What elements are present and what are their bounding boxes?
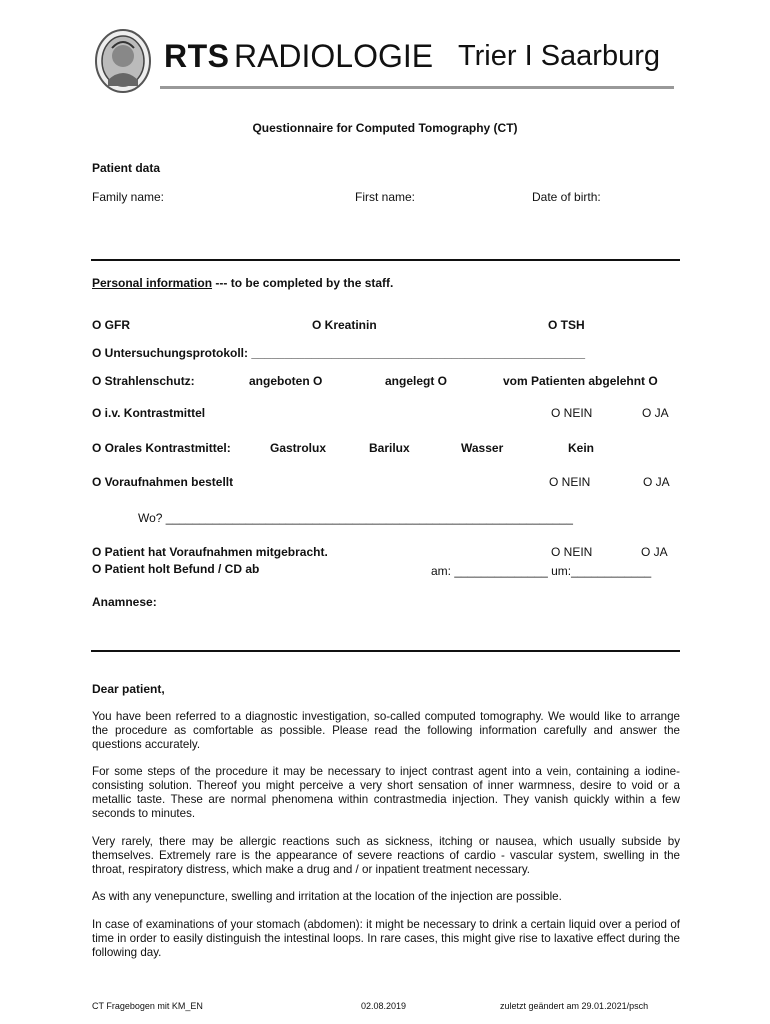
paragraph-1: You have been referred to a diagnostic investigation, so-called computed tomography. We would like to arrange the procedure as comfortable as possible. Please read the following information carefully and answer the questions accurately.: [92, 710, 680, 751]
paragraph-3: Very rarely, there may be allergic reactions such as sickness, itching or nausea, which usually subside by themselves. Extremely rare is the appearance of severe reactions of cardio - vascular system, swelling in the throat, respiratory distress, which make a drug and / or inpatient treatment necessary.: [92, 835, 680, 876]
brand-bold: RTS: [164, 38, 230, 74]
iv-kontrast-label: O i.v. Kontrastmittel: [92, 406, 206, 420]
kein-option[interactable]: Kein: [568, 441, 595, 455]
gfr-checkbox[interactable]: O GFR: [92, 318, 130, 332]
angelegt-checkbox[interactable]: angelegt O: [385, 374, 448, 388]
salutation: Dear patient,: [92, 682, 165, 696]
paragraph-5: In case of examinations of your stomach (abdomen): it might be necessary to drink a certain liquid over a period of time in order to easily distinguish the intestinal loops. In rare cases, this might give rise to laxative effect during the following day.: [92, 918, 680, 959]
voraufnahmen-label: O Voraufnahmen bestellt: [92, 475, 234, 489]
am-um-field[interactable]: am: ______________ um:____________: [431, 564, 652, 578]
angeboten-checkbox[interactable]: angeboten O: [249, 374, 323, 388]
patient-data-heading: Patient data: [92, 161, 161, 175]
family-name-label: Family name:: [92, 190, 165, 204]
wo-field[interactable]: Wo? _____________________________________________________________: [138, 511, 573, 525]
personal-info-heading: Personal information: [92, 276, 213, 290]
brand-name: RADIOLOGIE: [233, 38, 434, 74]
section-divider-2: [91, 650, 680, 652]
paragraph-2: For some steps of the procedure it may be necessary to inject contrast agent into a vein, containing a iodine-consisting solution. Thereof you might perceive a very short sensation of inner warmness, desire to void or a metallic taste. These are normal phenomena within contrastmedia injection. They vanish quickly within a few seconds to minutes.: [92, 765, 680, 820]
mitgebracht-nein-checkbox[interactable]: O NEIN: [551, 545, 593, 559]
protokoll-field[interactable]: O Untersuchungsprotokoll: __________________________________________________: [92, 346, 586, 360]
mitgebracht-label: O Patient hat Voraufnahmen mitgebracht.: [92, 545, 328, 559]
strahlenschutz-label: O Strahlenschutz:: [92, 374, 195, 388]
iv-ja-checkbox[interactable]: O JA: [642, 406, 669, 420]
tsh-checkbox[interactable]: O TSH: [548, 318, 585, 332]
footer-date: 02.08.2019: [361, 1001, 407, 1011]
date-of-birth-label: Date of birth:: [532, 190, 601, 204]
brand-logo: [164, 38, 433, 75]
personal-info-note: --- to be completed by the staff.: [215, 276, 394, 290]
gastrolux-option[interactable]: Gastrolux: [270, 441, 327, 455]
abgelehnt-checkbox[interactable]: vom Patienten abgelehnt O: [503, 374, 658, 388]
voraufnahmen-ja-checkbox[interactable]: O JA: [643, 475, 670, 489]
first-name-label: First name:: [355, 190, 416, 204]
personal-info-line: [92, 276, 393, 290]
befund-label: O Patient holt Befund / CD ab: [92, 562, 260, 576]
header-underline: [160, 86, 674, 89]
logo-emblem-icon: [94, 28, 152, 94]
section-divider: [91, 259, 680, 261]
wasser-option[interactable]: Wasser: [461, 441, 504, 455]
footer-right: zuletzt geändert am 29.01.2021/psch: [500, 1001, 649, 1011]
barilux-option[interactable]: Barilux: [369, 441, 410, 455]
kreatinin-checkbox[interactable]: O Kreatinin: [312, 318, 377, 332]
voraufnahmen-nein-checkbox[interactable]: O NEIN: [549, 475, 591, 489]
oral-kontrast-label: O Orales Kontrastmittel:: [92, 441, 231, 455]
footer-left: CT Fragebogen mit KM_EN: [92, 1001, 203, 1011]
anamnese-label: Anamnese:: [92, 595, 157, 609]
page-title: Questionnaire for Computed Tomography (CT): [252, 121, 518, 135]
brand-location: Trier I Saarburg: [458, 40, 660, 72]
iv-nein-checkbox[interactable]: O NEIN: [551, 406, 593, 420]
paragraph-4: As with any venepuncture, swelling and irritation at the location of the injection are possible.: [92, 890, 562, 903]
mitgebracht-ja-checkbox[interactable]: O JA: [641, 545, 668, 559]
